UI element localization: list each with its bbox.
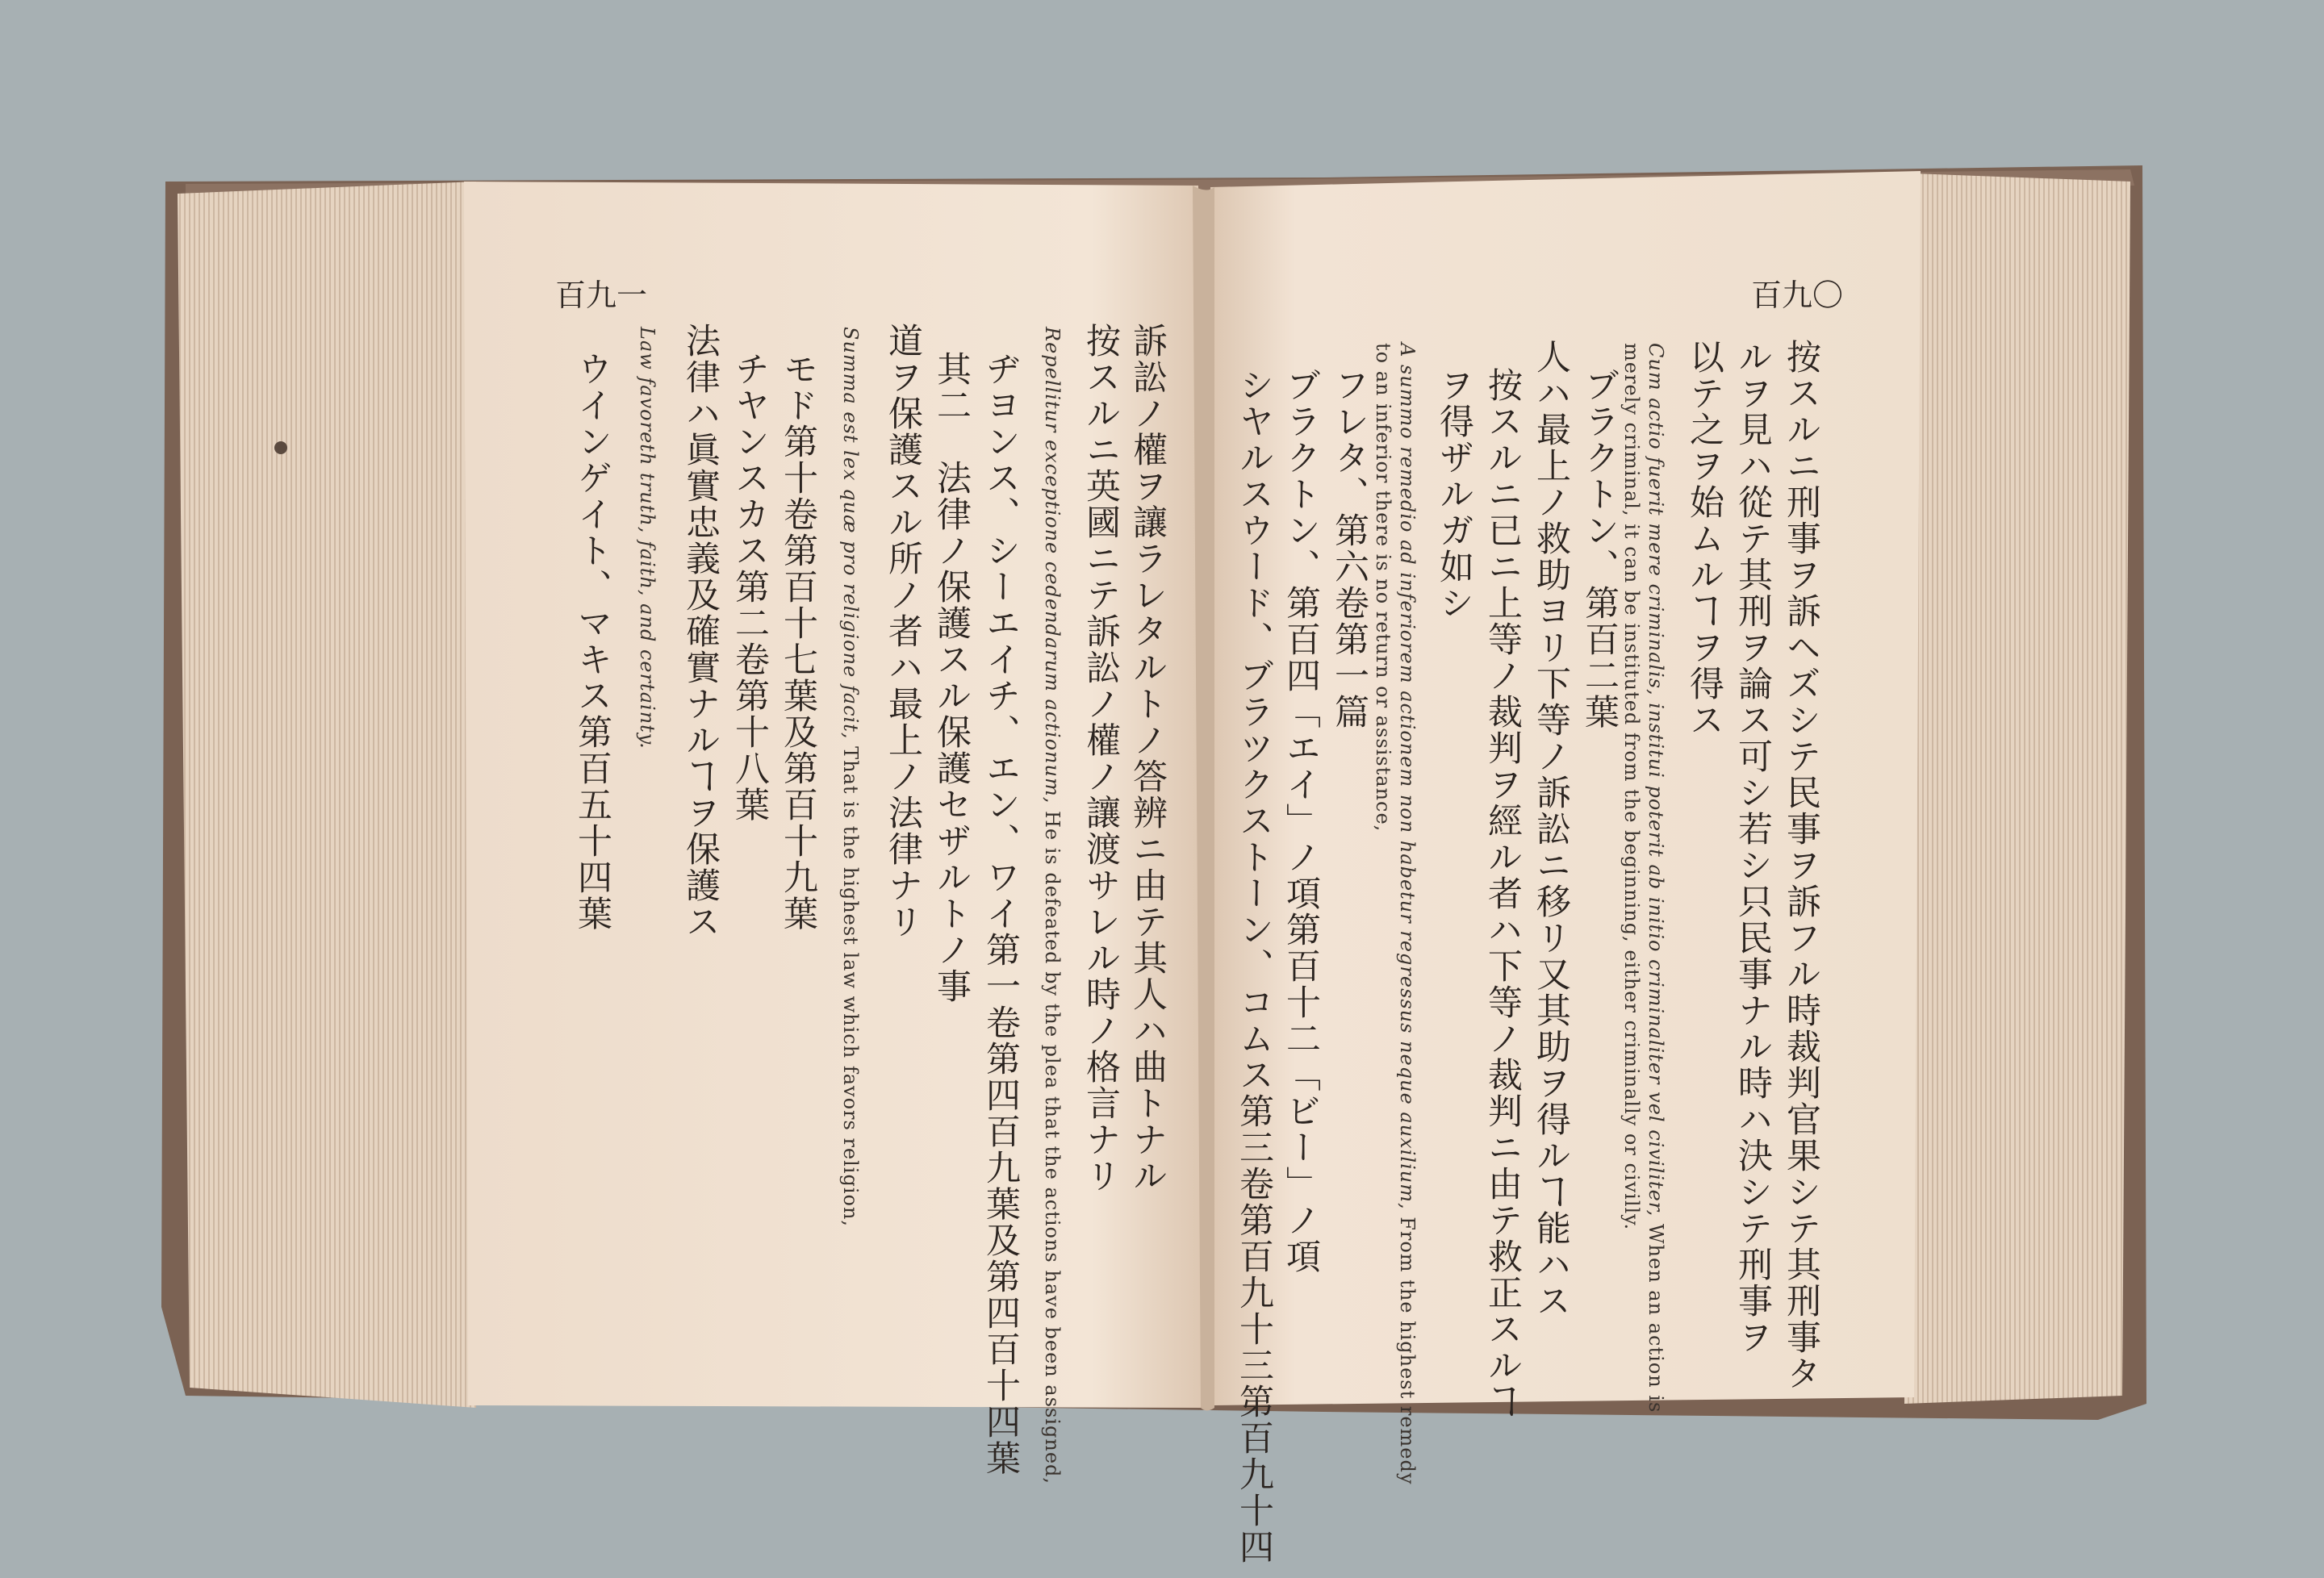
text-line: 其二 法律ノ保護スル保護セザルトノ事 — [931, 351, 972, 1004]
text-line-english — [1043, 327, 1062, 1484]
text-line-english: to an inferior there is no return or assistance, — [1372, 343, 1394, 833]
text-line: シヤルスウード、ブラツクストーン、コムス第三卷第百九十三第百九十四 — [1234, 367, 1274, 1565]
text-line-english — [637, 327, 657, 749]
latin-maxim: Summa est lex quæ pro religione facit, — [839, 327, 862, 740]
text-line: 道ヲ保護スル所ノ者ハ最上ノ法律ナリ — [883, 323, 923, 940]
english-gloss: From the highest remedy — [1396, 1209, 1419, 1485]
text-line: ルヲ見ハ從テ其刑ヲ論ス可シ若シ只民事ナル時ハ決シテ刑事ヲ — [1733, 339, 1773, 1355]
text-line-english — [1646, 343, 1666, 1413]
text-line: 訴訟ノ權ヲ讓ラレタルトノ答辨ニ由テ其人ハ曲トナル — [1127, 323, 1168, 1194]
latin-maxim: Repellitur exceptione cedendarum actionum, — [1041, 327, 1064, 804]
latin-maxim: Cum actio fuerit mere criminalis, institui poterit ab initio criminaliter vel civiliter, — [1645, 343, 1667, 1217]
page-number-right: 百九〇 — [1751, 278, 1844, 313]
text-line: モド第十卷第百十七葉及第百十九葉 — [778, 351, 818, 932]
english-gloss: He is defeated by the plea that the actions have been assigned, — [1041, 804, 1064, 1485]
text-line: 按スルニ刑事ヲ訴ヘズシテ民事ヲ訴フル時裁判官果シテ其刑事タ — [1781, 339, 1821, 1392]
text-line: 按スルニ英國ニテ訴訟ノ權ノ讓渡サレル時ノ格言ナリ — [1080, 323, 1121, 1194]
text-line: 以テ之ヲ始ムルヿヲ得ス — [1684, 339, 1724, 738]
binding-hole — [274, 441, 287, 454]
text-line: チヤンスカス第二卷第十八葉 — [729, 351, 770, 823]
text-line: ブラクトン、第百四「エイ」ノ項第百十二「ビー」ノ項 — [1281, 367, 1321, 1275]
text-line: ブラクトン、第百二葉 — [1579, 367, 1620, 730]
latin-maxim: Law favoreth truth, faith, and certainty. — [636, 327, 658, 749]
text-line: ウインゲイト、マキス第百五十四葉 — [572, 351, 612, 932]
text-line-english: merely criminal, it can be instituted from the beginning, either criminally or civilly. — [1620, 343, 1643, 1231]
text-line: 按スルニ已ニ上等ノ裁判ヲ經ル者ハ下等ノ裁判ニ由テ救正スルヿ — [1482, 367, 1523, 1420]
text-line-english — [841, 327, 860, 1227]
text-line: ヲ得ザルガ如シ — [1434, 367, 1474, 621]
text-line: 人ハ最上ノ救助ヨリ下等ノ訴訟ニ移リ又其助ヲ得ルヿ能ハス — [1531, 339, 1571, 1319]
latin-maxim: A summo remedio ad inferiorem actionem non habetur regressus neque auxilium, — [1396, 343, 1419, 1210]
page-number-left: 百九一 — [555, 278, 648, 313]
right-page-edges — [1904, 173, 2130, 1404]
english-gloss: That is the highest law which favors religion, — [839, 739, 862, 1228]
text-line: ヂヨンス、シーエイチ、エン、ワイ第一卷第四百九葉及第四百十四葉 — [980, 351, 1021, 1476]
left-page-edges — [178, 182, 476, 1408]
english-gloss: When an action is — [1645, 1217, 1667, 1413]
text-line-english — [1398, 343, 1417, 1484]
text-line: フレタ、第六卷第一篇 — [1329, 367, 1369, 730]
text-line: 法律ハ眞實忠義及確實ナルヿヲ保護ス — [680, 323, 721, 940]
